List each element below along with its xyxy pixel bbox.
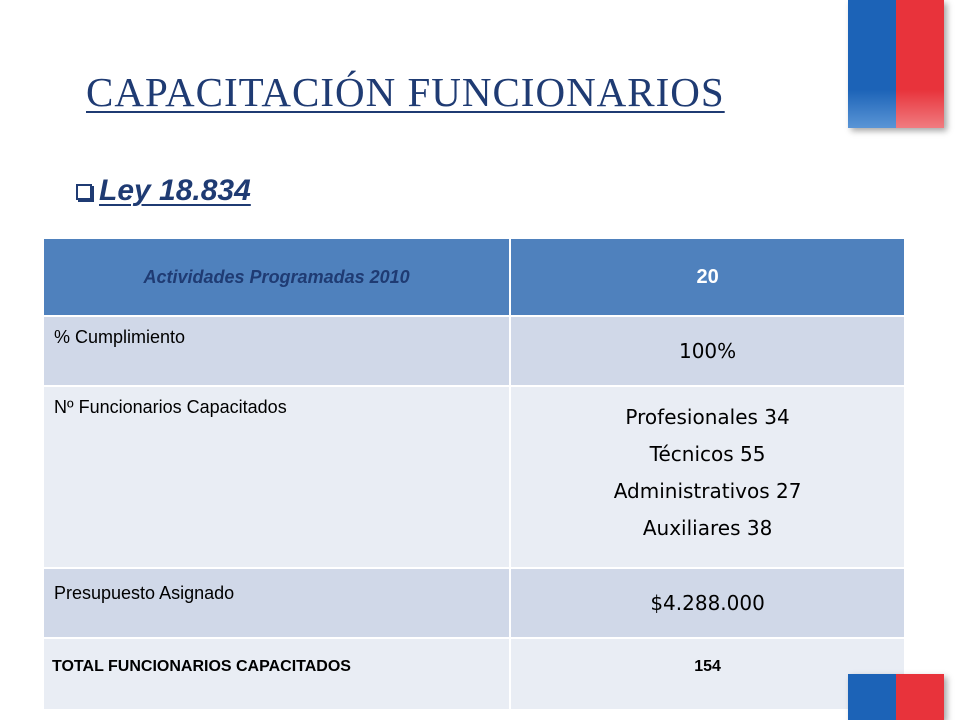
- flag-blue-stripe: [848, 0, 896, 128]
- table-row: [43, 638, 905, 710]
- row-label-funcionarios: Nº Funcionarios Capacitados: [43, 386, 510, 568]
- flag-decoration-bottom: [848, 674, 944, 720]
- row-value-presupuesto: $4.288.000: [510, 568, 905, 638]
- row-value-total: 154: [510, 638, 905, 710]
- training-table: [42, 237, 906, 711]
- flag-red-stripe: [896, 674, 944, 720]
- row-label-cumplimiento: % Cumplimiento: [43, 316, 510, 386]
- funcionarios-auxiliares: Auxiliares 38: [642, 516, 773, 540]
- table-row: [43, 316, 905, 386]
- row-label-presupuesto: Presupuesto Asignado: [43, 568, 510, 638]
- flag-blue-stripe: [848, 674, 896, 720]
- row-value-funcionarios: [510, 386, 905, 568]
- funcionarios-profesionales: Profesionales 34: [625, 405, 790, 429]
- row-value-cumplimiento: 100%: [510, 316, 905, 386]
- funcionarios-tecnicos: Técnicos 55: [649, 442, 766, 466]
- header-value-cell: 20: [510, 238, 905, 316]
- table-row: [43, 386, 905, 568]
- header-label-cell: Actividades Programadas 2010: [43, 238, 510, 316]
- law-bullet: [76, 174, 251, 208]
- row-label-total: TOTAL FUNCIONARIOS CAPACITADOS: [43, 638, 510, 710]
- flag-decoration-top: [848, 0, 944, 128]
- flag-red-stripe: [896, 0, 944, 128]
- funcionarios-administrativos: Administrativos 27: [613, 479, 802, 503]
- checkbox-bullet-icon: [76, 184, 92, 200]
- table-header-row: [43, 238, 905, 316]
- page-title: CAPACITACIÓN FUNCIONARIOS: [86, 69, 725, 115]
- law-label: Ley 18.834: [99, 174, 251, 207]
- table-row: [43, 568, 905, 638]
